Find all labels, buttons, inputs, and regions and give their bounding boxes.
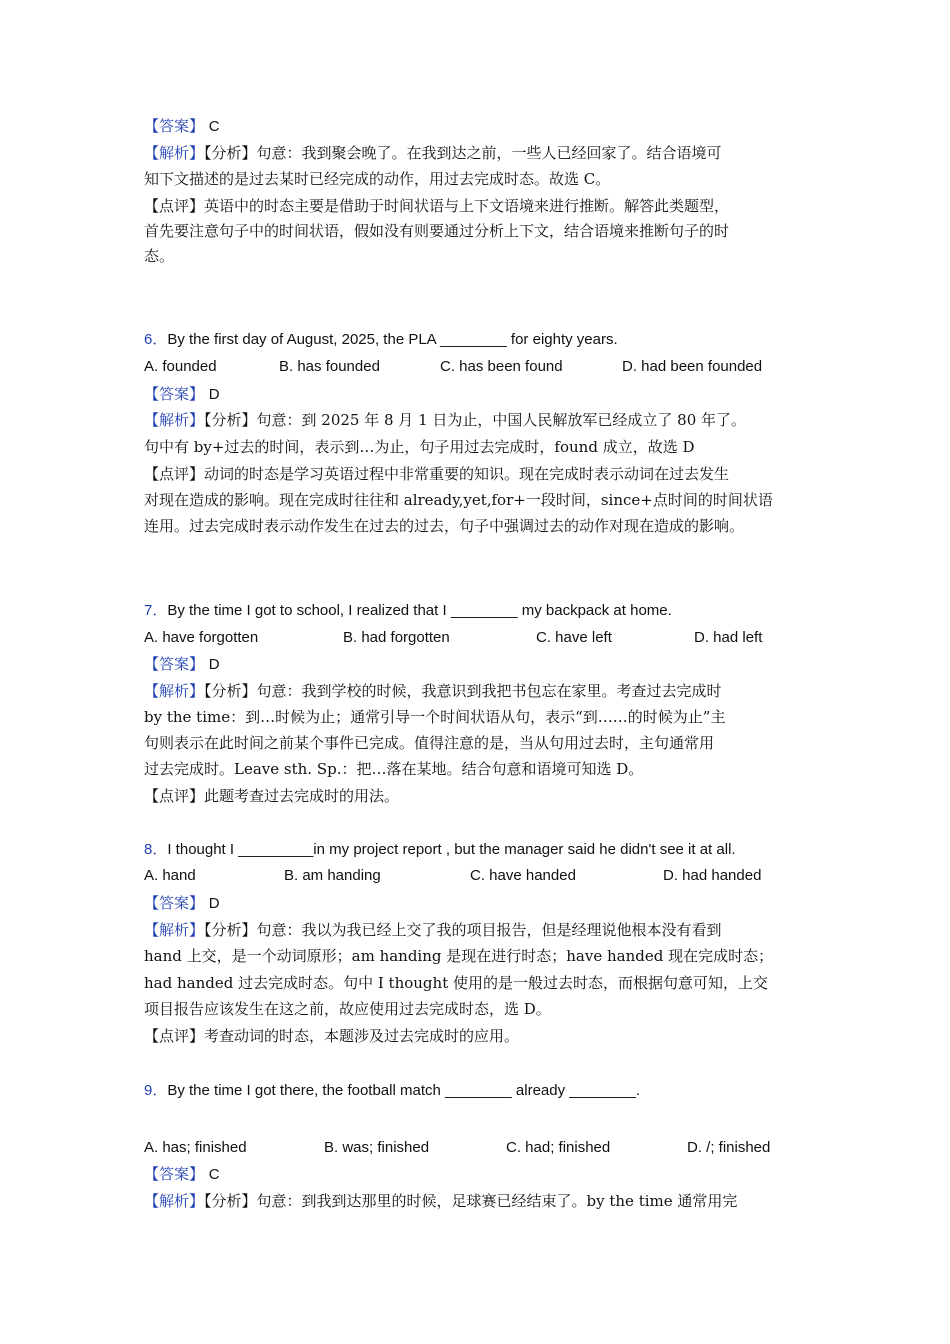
answer-value: C <box>208 1166 220 1183</box>
comment-line: 态。 <box>144 247 175 265</box>
answer-value: D <box>208 895 220 912</box>
analysis-line <box>144 920 809 940</box>
comment-line: 连用。过去完成时表示动作发生在过去的过去，句子中强调过去的动作对现在造成的影响。 <box>144 517 745 535</box>
answer-tag: 【答案】 <box>144 1165 205 1183</box>
analysis-line: 项目报告应该发生在这之前，故应使用过去完成时态，选 D。 <box>144 1000 551 1018</box>
question-number: 7． <box>144 602 168 619</box>
analysis-line <box>144 681 809 701</box>
analysis-text: 【分析】句意：到我到达那里的时候，足球赛已经结束了。by the time 通常用完 <box>204 1192 738 1210</box>
comment-line: 【点评】此题考查过去完成时的用法。 <box>144 787 400 805</box>
analysis-line <box>144 1191 809 1211</box>
option-b: B. had forgotten <box>343 629 450 646</box>
analysis-tag: 【解析】 <box>144 411 205 429</box>
option-d: D. had been founded <box>622 358 763 375</box>
answer-row <box>144 384 809 405</box>
option-a: A. has; finished <box>144 1139 247 1156</box>
answer-tag: 【答案】 <box>144 385 205 403</box>
question-text: By the first day of August, 2025, the PLA ________ for eighty years. <box>167 331 618 348</box>
option-c: C. have handed <box>470 867 576 884</box>
options-row <box>144 628 809 648</box>
option-d: D. had left <box>694 629 763 646</box>
option-d: D. had handed <box>663 867 762 884</box>
analysis-text: 【分析】句意：到 2025 年 8 月 1 日为止，中国人民解放军已经成立了 80 年了。 <box>204 411 747 429</box>
answer-tag: 【答案】 <box>144 117 205 135</box>
answer-value: D <box>208 386 220 403</box>
question-stem <box>144 601 809 621</box>
option-a: A. hand <box>144 867 196 884</box>
options-row <box>144 357 809 377</box>
analysis-line <box>144 143 809 163</box>
question-number: 8． <box>144 841 168 858</box>
answer-tag: 【答案】 <box>144 655 205 673</box>
answer-value: D <box>208 656 220 673</box>
analysis-line: 过去完成时。Leave sth. Sp.：把…落在某地。结合句意和语境可知选 D。 <box>144 760 644 778</box>
analysis-line: 句则表示在此时间之前某个事件已完成。值得注意的是，当从句用过去时，主句通常用 <box>144 734 715 752</box>
option-c: C. had; finished <box>506 1139 611 1156</box>
question-number: 6． <box>144 331 168 348</box>
analysis-text: 【分析】句意：我以为我已经上交了我的项目报告，但是经理说他根本没有看到 <box>204 921 722 939</box>
answer-value: C <box>208 118 220 135</box>
analysis-line: by the time：到…时候为止；通常引导一个时间状语从句，表示“到……的时候为止”主 <box>144 708 726 726</box>
answer-row <box>144 1164 809 1185</box>
option-a: A. have forgotten <box>144 629 259 646</box>
option-b: B. was; finished <box>324 1139 430 1156</box>
answer-row <box>144 654 809 675</box>
answer-tag: 【答案】 <box>144 894 205 912</box>
question-text: By the time I got there, the football match ________ already ________. <box>167 1082 641 1099</box>
analysis-tag: 【解析】 <box>144 144 205 162</box>
comment-line: 对现在造成的影响。现在完成时往往和 already,yet,for+一段时间，since+点时间的时间状语 <box>144 491 773 509</box>
option-b: B. has founded <box>279 358 380 375</box>
analysis-tag: 【解析】 <box>144 682 205 700</box>
analysis-line: hand 上交，是一个动词原形；am handing 是现在进行时态；have handed 现在完成时态； <box>144 947 774 965</box>
analysis-tag: 【解析】 <box>144 1192 205 1210</box>
question-stem <box>144 1081 809 1101</box>
comment-line: 【点评】考查动词的时态，本题涉及过去完成时的应用。 <box>144 1027 520 1045</box>
option-c: C. have left <box>536 629 612 646</box>
comment-line: 【点评】英语中的时态主要是借助于时间状语与上下文语境来进行推断。解答此类题型， <box>144 197 730 215</box>
analysis-line: 句中有 by+过去的时间，表示到…为止，句子用过去完成时，found 成立，故选 D <box>144 438 695 456</box>
question-text: By the time I got to school, I realized that I ________ my backpack at home. <box>167 602 672 619</box>
analysis-tag: 【解析】 <box>144 921 205 939</box>
answer-row <box>144 893 809 914</box>
options-row <box>144 866 809 886</box>
question-text: I thought I _________in my project report , but the manager said he didn't see it at all. <box>167 841 736 858</box>
option-a: A. founded <box>144 358 217 375</box>
question-number: 9． <box>144 1082 168 1099</box>
option-c: C. has been found <box>440 358 563 375</box>
analysis-line: 知下文描述的是过去某时已经完成的动作，用过去完成时态。故选 C。 <box>144 170 611 188</box>
analysis-line: had handed 过去完成时态。句中 I thought 使用的是一般过去时态，而根据句意可知，上交 <box>144 974 768 992</box>
analysis-text: 【分析】句意：我到学校的时候，我意识到我把书包忘在家里。考查过去完成时 <box>204 682 722 700</box>
comment-line: 【点评】动词的时态是学习英语过程中非常重要的知识。现在完成时表示动词在过去发生 <box>144 465 730 483</box>
answer-row <box>144 116 809 137</box>
option-b: B. am handing <box>284 867 381 884</box>
analysis-line <box>144 410 809 430</box>
option-d: D. /; finished <box>687 1139 771 1156</box>
analysis-text: 【分析】句意：我到聚会晚了。在我到达之前，一些人已经回家了。结合语境可 <box>204 144 722 162</box>
question-stem <box>144 330 809 350</box>
comment-line: 首先要注意句子中的时间状语，假如没有则要通过分析上下文，结合语境来推断句子的时 <box>144 222 730 240</box>
options-row <box>144 1138 809 1158</box>
question-stem <box>144 840 809 860</box>
